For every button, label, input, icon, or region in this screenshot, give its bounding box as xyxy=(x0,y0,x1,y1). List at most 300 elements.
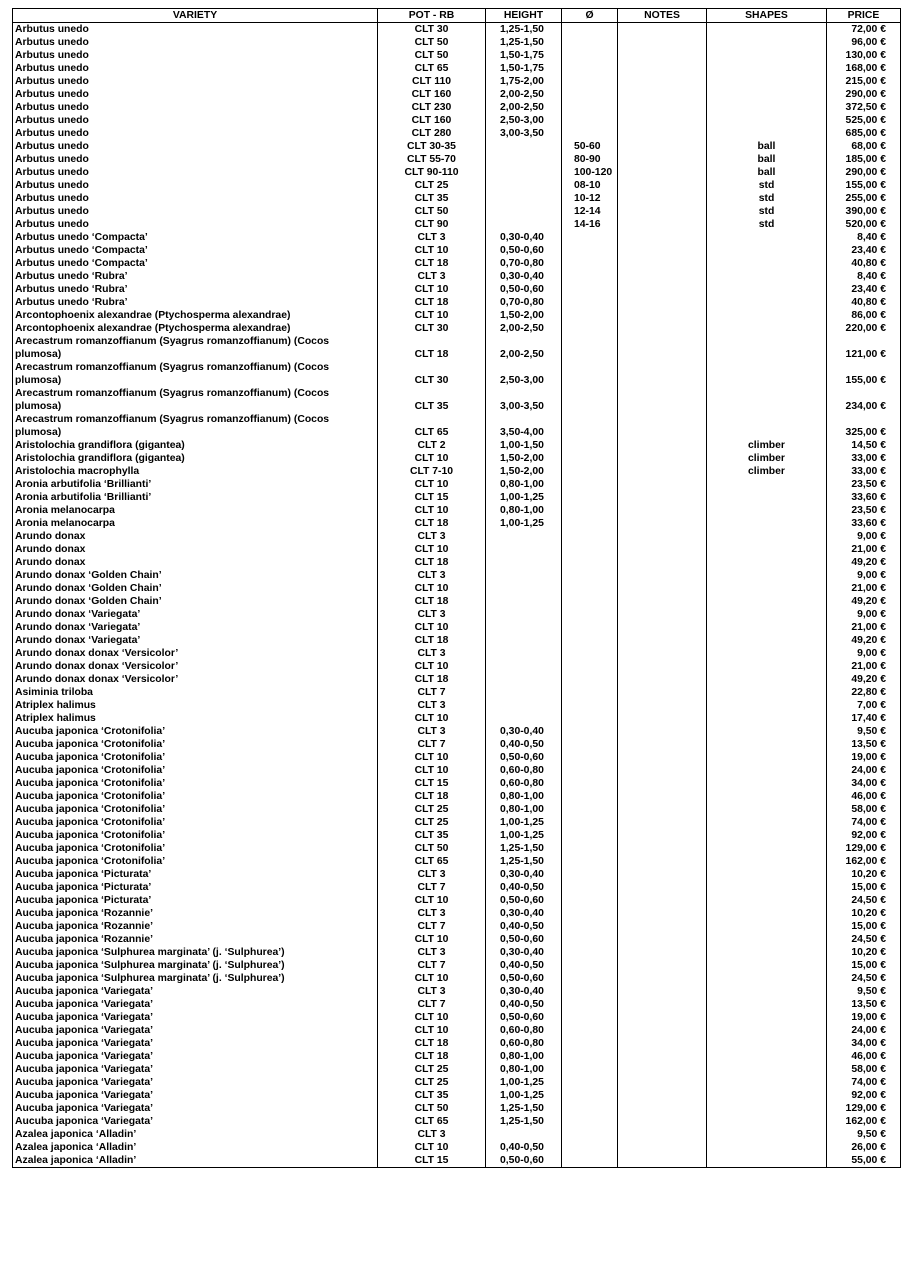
notes-cell xyxy=(618,1115,707,1128)
notes-cell xyxy=(618,270,707,283)
height-cell: 1,25-1,50 xyxy=(486,23,562,37)
table-row xyxy=(13,1076,901,1089)
price-cell: 8,40 € xyxy=(827,270,901,283)
pot-cell: CLT 18 xyxy=(378,296,486,309)
table-row xyxy=(13,1141,901,1154)
price-cell: 10,20 € xyxy=(827,946,901,959)
shape-cell xyxy=(707,387,827,413)
height-cell: 1,25-1,50 xyxy=(486,1115,562,1128)
pot-cell: CLT 10 xyxy=(378,621,486,634)
shape-cell xyxy=(707,894,827,907)
notes-cell xyxy=(618,894,707,907)
diameter-cell xyxy=(562,751,618,764)
pot-cell: CLT 2 xyxy=(378,439,486,452)
pot-cell: CLT 35 xyxy=(378,192,486,205)
variety-cell: Azalea japonica ‘Alladin’ xyxy=(13,1128,378,1141)
shape-cell: climber xyxy=(707,465,827,478)
table-row xyxy=(13,127,901,140)
price-list-table xyxy=(12,8,901,1168)
pot-cell: CLT 3 xyxy=(378,530,486,543)
price-cell: 72,00 € xyxy=(827,23,901,37)
variety-cell: Arundo donax donax ‘Versicolor’ xyxy=(13,673,378,686)
variety-cell: Arbutus unedo xyxy=(13,153,378,166)
table-row xyxy=(13,179,901,192)
shape-cell xyxy=(707,673,827,686)
variety-cell: Arbutus unedo xyxy=(13,49,378,62)
variety-cell: Aucuba japonica ‘Crotonifolia’ xyxy=(13,842,378,855)
shape-cell xyxy=(707,270,827,283)
table-row xyxy=(13,478,901,491)
pot-cell: CLT 10 xyxy=(378,478,486,491)
notes-cell xyxy=(618,1037,707,1050)
height-cell: 1,25-1,50 xyxy=(486,36,562,49)
diameter-cell xyxy=(562,946,618,959)
height-cell xyxy=(486,647,562,660)
notes-cell xyxy=(618,179,707,192)
notes-cell xyxy=(618,985,707,998)
height-cell: 1,00-1,25 xyxy=(486,491,562,504)
table-row xyxy=(13,205,901,218)
pot-cell: CLT 10 xyxy=(378,764,486,777)
diameter-cell xyxy=(562,335,618,361)
price-cell: 21,00 € xyxy=(827,660,901,673)
height-cell xyxy=(486,595,562,608)
notes-cell xyxy=(618,49,707,62)
variety-cell: Aucuba japonica ‘Crotonifolia’ xyxy=(13,790,378,803)
diameter-cell xyxy=(562,764,618,777)
price-cell: 255,00 € xyxy=(827,192,901,205)
price-cell: 23,50 € xyxy=(827,478,901,491)
shape-cell xyxy=(707,335,827,361)
height-cell: 0,50-0,60 xyxy=(486,283,562,296)
table-row xyxy=(13,699,901,712)
price-cell: 9,50 € xyxy=(827,1128,901,1141)
table-row xyxy=(13,569,901,582)
table-row xyxy=(13,894,901,907)
table-row xyxy=(13,634,901,647)
pot-cell: CLT 25 xyxy=(378,803,486,816)
price-cell: 21,00 € xyxy=(827,621,901,634)
shape-cell xyxy=(707,1115,827,1128)
table-row xyxy=(13,1102,901,1115)
diameter-cell xyxy=(562,452,618,465)
diameter-cell xyxy=(562,907,618,920)
price-cell: 14,50 € xyxy=(827,439,901,452)
table-row xyxy=(13,140,901,153)
pot-cell: CLT 35 xyxy=(378,387,486,413)
notes-cell xyxy=(618,712,707,725)
shape-cell xyxy=(707,1089,827,1102)
height-cell: 0,50-0,60 xyxy=(486,933,562,946)
price-cell: 10,20 € xyxy=(827,868,901,881)
diameter-cell xyxy=(562,1024,618,1037)
shape-cell xyxy=(707,881,827,894)
price-cell: 121,00 € xyxy=(827,335,901,361)
diameter-cell xyxy=(562,439,618,452)
variety-cell: Arbutus unedo xyxy=(13,62,378,75)
variety-cell: Arecastrum romanzoffianum (Syagrus romanzoffianum) (Cocos plumosa) xyxy=(13,335,378,361)
table-row xyxy=(13,1011,901,1024)
table-row xyxy=(13,491,901,504)
diameter-cell xyxy=(562,127,618,140)
table-row xyxy=(13,257,901,270)
diameter-cell xyxy=(562,1050,618,1063)
pot-cell: CLT 7 xyxy=(378,920,486,933)
shape-cell xyxy=(707,582,827,595)
shape-cell: ball xyxy=(707,140,827,153)
height-cell xyxy=(486,686,562,699)
variety-cell: Azalea japonica ‘Alladin’ xyxy=(13,1141,378,1154)
table-row xyxy=(13,23,901,37)
notes-cell xyxy=(618,764,707,777)
diameter-cell xyxy=(562,309,618,322)
table-row xyxy=(13,946,901,959)
price-cell: 15,00 € xyxy=(827,920,901,933)
table-row xyxy=(13,621,901,634)
variety-cell: Arundo donax ‘Variegata’ xyxy=(13,608,378,621)
notes-cell xyxy=(618,725,707,738)
notes-cell xyxy=(618,1154,707,1168)
shape-cell xyxy=(707,1011,827,1024)
table-header xyxy=(13,9,901,23)
shape-cell xyxy=(707,738,827,751)
variety-cell: Arcontophoenix alexandrae (Ptychosperma alexandrae) xyxy=(13,309,378,322)
diameter-cell xyxy=(562,1154,618,1168)
price-cell: 23,40 € xyxy=(827,283,901,296)
price-cell: 162,00 € xyxy=(827,1115,901,1128)
diameter-cell xyxy=(562,569,618,582)
table-row xyxy=(13,725,901,738)
shape-cell xyxy=(707,127,827,140)
height-cell: 1,25-1,50 xyxy=(486,855,562,868)
price-cell: 40,80 € xyxy=(827,296,901,309)
shape-cell xyxy=(707,920,827,933)
variety-cell: Arbutus unedo ‘Rubra’ xyxy=(13,296,378,309)
shape-cell xyxy=(707,1050,827,1063)
variety-cell: Aronia melanocarpa xyxy=(13,517,378,530)
variety-cell: Aucuba japonica ‘Variegata’ xyxy=(13,1050,378,1063)
notes-cell xyxy=(618,530,707,543)
height-cell xyxy=(486,1128,562,1141)
height-cell: 0,30-0,40 xyxy=(486,270,562,283)
height-cell xyxy=(486,712,562,725)
shape-cell xyxy=(707,686,827,699)
diameter-cell: 12-14 xyxy=(562,205,618,218)
shape-cell xyxy=(707,634,827,647)
shape-cell xyxy=(707,842,827,855)
notes-cell xyxy=(618,465,707,478)
variety-cell: Arundo donax donax ‘Versicolor’ xyxy=(13,660,378,673)
height-cell: 1,50-2,00 xyxy=(486,309,562,322)
height-cell: 2,00-2,50 xyxy=(486,335,562,361)
variety-cell: Aucuba japonica ‘Variegata’ xyxy=(13,1102,378,1115)
diameter-cell xyxy=(562,712,618,725)
notes-cell xyxy=(618,257,707,270)
shape-cell: std xyxy=(707,218,827,231)
height-cell xyxy=(486,699,562,712)
pot-cell: CLT 3 xyxy=(378,699,486,712)
price-cell: 49,20 € xyxy=(827,634,901,647)
notes-cell xyxy=(618,907,707,920)
height-cell: 0,40-0,50 xyxy=(486,998,562,1011)
price-cell: 49,20 € xyxy=(827,556,901,569)
variety-cell: Asiminia triloba xyxy=(13,686,378,699)
pot-cell: CLT 3 xyxy=(378,270,486,283)
table-row xyxy=(13,387,901,413)
notes-cell xyxy=(618,387,707,413)
table-row xyxy=(13,75,901,88)
price-cell: 290,00 € xyxy=(827,88,901,101)
diameter-cell xyxy=(562,582,618,595)
price-cell: 46,00 € xyxy=(827,790,901,803)
notes-cell xyxy=(618,192,707,205)
variety-cell: Arbutus unedo ‘Rubra’ xyxy=(13,283,378,296)
height-cell xyxy=(486,166,562,179)
shape-cell xyxy=(707,543,827,556)
price-cell: 10,20 € xyxy=(827,907,901,920)
variety-cell: Arbutus unedo ‘Compacta’ xyxy=(13,257,378,270)
notes-cell xyxy=(618,842,707,855)
shape-cell xyxy=(707,985,827,998)
height-cell: 0,80-1,00 xyxy=(486,504,562,517)
table-row xyxy=(13,452,901,465)
height-cell xyxy=(486,608,562,621)
table-row xyxy=(13,270,901,283)
diameter-cell xyxy=(562,725,618,738)
diameter-cell xyxy=(562,972,618,985)
shape-cell xyxy=(707,413,827,439)
shape-cell xyxy=(707,296,827,309)
shape-cell xyxy=(707,777,827,790)
pot-cell: CLT 10 xyxy=(378,582,486,595)
price-cell: 9,00 € xyxy=(827,647,901,660)
table-row xyxy=(13,712,901,725)
diameter-cell: 10-12 xyxy=(562,192,618,205)
height-cell: 1,00-1,25 xyxy=(486,1089,562,1102)
shape-cell xyxy=(707,504,827,517)
pot-cell: CLT 10 xyxy=(378,894,486,907)
variety-cell: Aucuba japonica ‘Variegata’ xyxy=(13,1063,378,1076)
price-cell: 13,50 € xyxy=(827,998,901,1011)
price-cell: 17,40 € xyxy=(827,712,901,725)
shape-cell xyxy=(707,647,827,660)
height-cell xyxy=(486,192,562,205)
pot-cell: CLT 25 xyxy=(378,1076,486,1089)
diameter-cell xyxy=(562,920,618,933)
notes-cell xyxy=(618,803,707,816)
height-cell xyxy=(486,556,562,569)
variety-cell: Arecastrum romanzoffianum (Syagrus romanzoffianum) (Cocos plumosa) xyxy=(13,413,378,439)
diameter-cell: 100-120 xyxy=(562,166,618,179)
variety-cell: Arbutus unedo xyxy=(13,101,378,114)
height-cell: 1,50-1,75 xyxy=(486,62,562,75)
diameter-cell xyxy=(562,270,618,283)
diameter-cell xyxy=(562,855,618,868)
pot-cell: CLT 50 xyxy=(378,205,486,218)
variety-cell: Arbutus unedo ‘Compacta’ xyxy=(13,244,378,257)
table-row xyxy=(13,777,901,790)
notes-cell xyxy=(618,205,707,218)
notes-cell xyxy=(618,569,707,582)
table-row xyxy=(13,920,901,933)
height-cell: 2,00-2,50 xyxy=(486,322,562,335)
price-cell: 21,00 € xyxy=(827,582,901,595)
pot-cell: CLT 3 xyxy=(378,946,486,959)
pot-cell: CLT 7-10 xyxy=(378,465,486,478)
notes-cell xyxy=(618,75,707,88)
notes-cell xyxy=(618,608,707,621)
height-cell: 1,50-1,75 xyxy=(486,49,562,62)
diameter-cell: 50-60 xyxy=(562,140,618,153)
variety-cell: Aucuba japonica ‘Crotonifolia’ xyxy=(13,777,378,790)
pot-cell: CLT 30 xyxy=(378,361,486,387)
shape-cell xyxy=(707,88,827,101)
height-cell xyxy=(486,153,562,166)
shape-cell xyxy=(707,699,827,712)
variety-cell: Aucuba japonica ‘Crotonifolia’ xyxy=(13,738,378,751)
header-row xyxy=(13,9,901,23)
variety-cell: Arbutus unedo xyxy=(13,140,378,153)
pot-cell: CLT 18 xyxy=(378,634,486,647)
table-row xyxy=(13,1050,901,1063)
height-cell xyxy=(486,140,562,153)
price-cell: 155,00 € xyxy=(827,179,901,192)
price-cell: 290,00 € xyxy=(827,166,901,179)
shape-cell xyxy=(707,322,827,335)
diameter-cell xyxy=(562,101,618,114)
variety-cell: Aucuba japonica ‘Sulphurea marginata’ (j. ‘Sulphurea’) xyxy=(13,972,378,985)
notes-cell xyxy=(618,114,707,127)
table-row xyxy=(13,790,901,803)
price-cell: 58,00 € xyxy=(827,1063,901,1076)
variety-cell: Aucuba japonica ‘Variegata’ xyxy=(13,1089,378,1102)
pot-cell: CLT 65 xyxy=(378,855,486,868)
height-cell: 0,80-1,00 xyxy=(486,790,562,803)
shape-cell: ball xyxy=(707,153,827,166)
shape-cell xyxy=(707,1063,827,1076)
table-row xyxy=(13,673,901,686)
diameter-cell xyxy=(562,1089,618,1102)
shape-cell xyxy=(707,36,827,49)
diameter-cell xyxy=(562,244,618,257)
pot-cell: CLT 10 xyxy=(378,660,486,673)
diameter-cell xyxy=(562,49,618,62)
shape-cell xyxy=(707,1102,827,1115)
table-row xyxy=(13,738,901,751)
notes-cell xyxy=(618,413,707,439)
notes-cell xyxy=(618,1024,707,1037)
diameter-cell xyxy=(562,816,618,829)
variety-cell: Aucuba japonica ‘Variegata’ xyxy=(13,1115,378,1128)
shape-cell xyxy=(707,1076,827,1089)
diameter-cell xyxy=(562,62,618,75)
table-row xyxy=(13,62,901,75)
diameter-cell xyxy=(562,894,618,907)
notes-cell xyxy=(618,335,707,361)
price-cell: 13,50 € xyxy=(827,738,901,751)
height-cell: 0,40-0,50 xyxy=(486,881,562,894)
pot-cell: CLT 10 xyxy=(378,543,486,556)
price-cell: 33,60 € xyxy=(827,491,901,504)
height-cell: 3,50-4,00 xyxy=(486,413,562,439)
variety-cell: Aucuba japonica ‘Sulphurea marginata’ (j. ‘Sulphurea’) xyxy=(13,959,378,972)
pot-cell: CLT 10 xyxy=(378,1141,486,1154)
header-height: HEIGHT xyxy=(486,9,562,23)
table-row xyxy=(13,49,901,62)
table-row xyxy=(13,855,901,868)
shape-cell xyxy=(707,608,827,621)
variety-cell: Atriplex halimus xyxy=(13,699,378,712)
price-cell: 33,60 € xyxy=(827,517,901,530)
shape-cell xyxy=(707,23,827,37)
pot-cell: CLT 65 xyxy=(378,62,486,75)
height-cell: 0,70-0,80 xyxy=(486,296,562,309)
table-row xyxy=(13,647,901,660)
diameter-cell xyxy=(562,23,618,37)
price-cell: 7,00 € xyxy=(827,699,901,712)
diameter-cell xyxy=(562,868,618,881)
notes-cell xyxy=(618,634,707,647)
pot-cell: CLT 18 xyxy=(378,1037,486,1050)
variety-cell: Arbutus unedo xyxy=(13,192,378,205)
shape-cell: ball xyxy=(707,166,827,179)
notes-cell xyxy=(618,959,707,972)
pot-cell: CLT 35 xyxy=(378,829,486,842)
diameter-cell: 08-10 xyxy=(562,179,618,192)
variety-cell: Aucuba japonica ‘Rozannie’ xyxy=(13,907,378,920)
header-diameter: Ø xyxy=(562,9,618,23)
price-cell: 9,50 € xyxy=(827,985,901,998)
shape-cell xyxy=(707,361,827,387)
price-cell: 9,00 € xyxy=(827,608,901,621)
diameter-cell xyxy=(562,478,618,491)
price-cell: 372,50 € xyxy=(827,101,901,114)
variety-cell: Arundo donax ‘Golden Chain’ xyxy=(13,595,378,608)
height-cell xyxy=(486,179,562,192)
shape-cell xyxy=(707,972,827,985)
pot-cell: CLT 18 xyxy=(378,595,486,608)
shape-cell xyxy=(707,283,827,296)
shape-cell xyxy=(707,257,827,270)
height-cell: 0,40-0,50 xyxy=(486,1141,562,1154)
table-row xyxy=(13,322,901,335)
price-cell: 325,00 € xyxy=(827,413,901,439)
variety-cell: Arbutus unedo xyxy=(13,166,378,179)
notes-cell xyxy=(618,361,707,387)
table-row xyxy=(13,530,901,543)
variety-cell: Arbutus unedo xyxy=(13,36,378,49)
notes-cell xyxy=(618,1128,707,1141)
shape-cell xyxy=(707,114,827,127)
table-row xyxy=(13,595,901,608)
price-cell: 21,00 € xyxy=(827,543,901,556)
table-row xyxy=(13,517,901,530)
pot-cell: CLT 15 xyxy=(378,1154,486,1168)
table-row xyxy=(13,764,901,777)
notes-cell xyxy=(618,647,707,660)
notes-cell xyxy=(618,920,707,933)
shape-cell xyxy=(707,75,827,88)
shape-cell xyxy=(707,491,827,504)
height-cell xyxy=(486,205,562,218)
notes-cell xyxy=(618,101,707,114)
pot-cell: CLT 25 xyxy=(378,1063,486,1076)
price-cell: 96,00 € xyxy=(827,36,901,49)
variety-cell: Arundo donax ‘Variegata’ xyxy=(13,621,378,634)
variety-cell: Aristolochia grandiflora (gigantea) xyxy=(13,452,378,465)
price-cell: 8,40 € xyxy=(827,231,901,244)
diameter-cell xyxy=(562,621,618,634)
